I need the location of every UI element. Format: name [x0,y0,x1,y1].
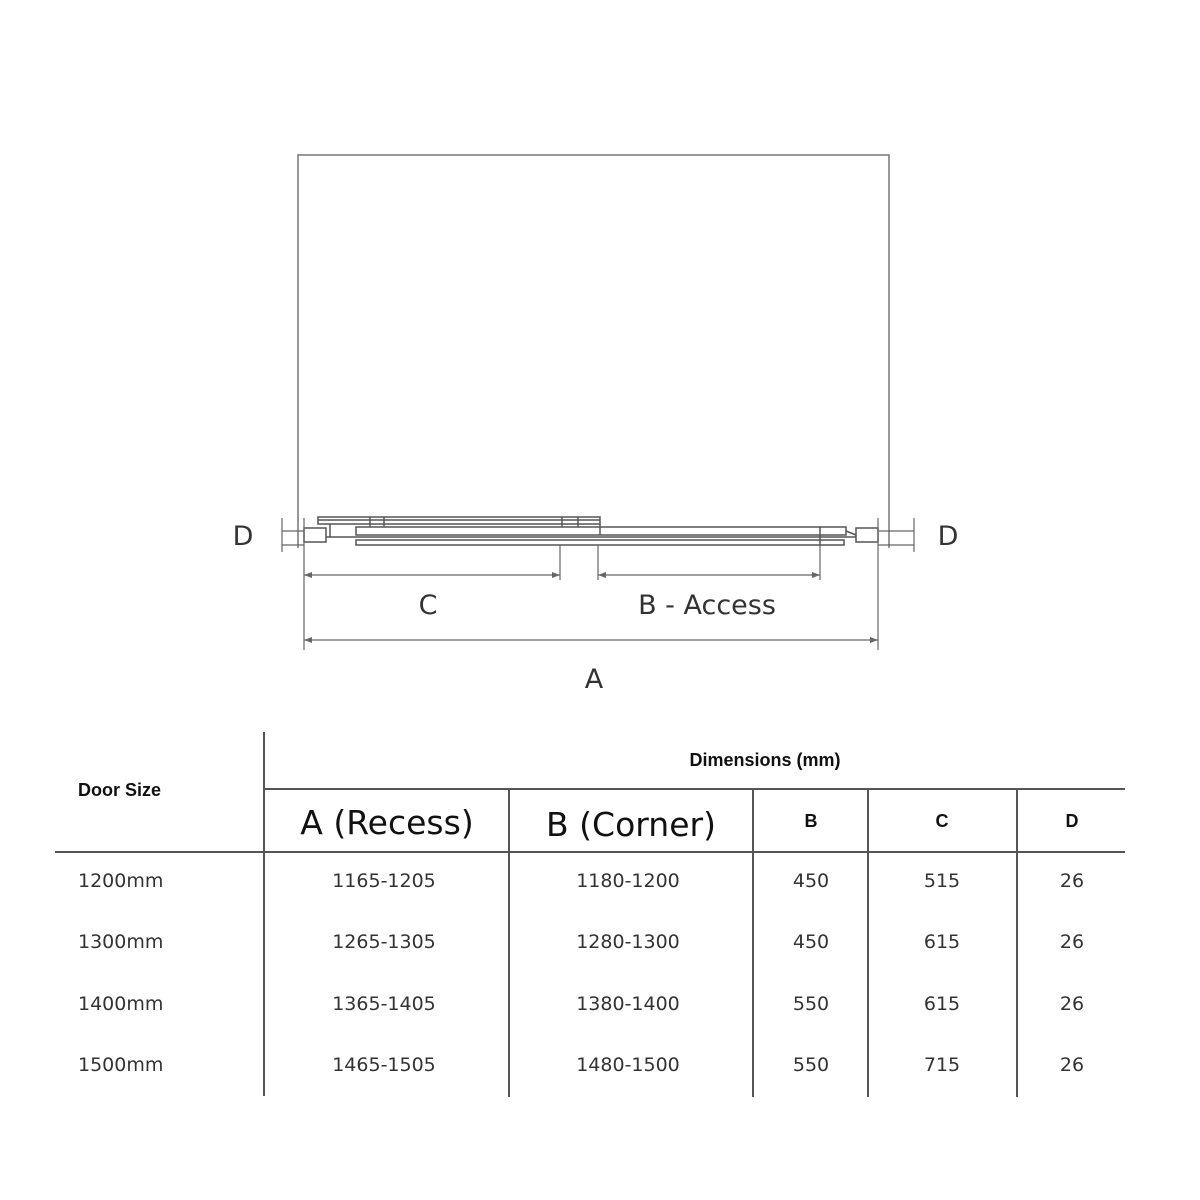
door-assembly [304,517,878,545]
cell-b: 550 [792,993,830,1015]
dimension-label-a: A [584,664,604,695]
cell-d: 26 [1059,1054,1085,1076]
fixed-panel [356,527,846,535]
column-header-d: D [1065,811,1079,831]
dimension-label-d-right: D [937,521,959,552]
table-divider-vertical [1016,789,1018,1097]
cell-d: 26 [1059,870,1085,892]
cell-a-recess: 1465-1505 [332,1054,436,1076]
left-wall-profile [304,528,326,542]
column-header-c: C [935,811,949,831]
cell-c: 715 [923,1054,961,1076]
column-header-b-corner: B (Corner) [546,805,716,844]
dimension-arrowheads [304,572,878,643]
column-header-a-recess: A (Recess) [300,803,474,842]
cell-door-size: 1400mm [78,993,164,1015]
dimension-label-b-access: B - Access [638,590,776,621]
cell-c: 615 [923,993,961,1015]
door-size-header: Door Size [78,780,162,800]
cell-b: 550 [792,1054,830,1076]
table-rule-header-bottom [55,851,1125,853]
column-header-b: B [804,811,818,831]
cell-b: 450 [792,931,830,953]
cell-d: 26 [1059,931,1085,953]
cell-a-recess: 1165-1205 [332,870,436,892]
cell-b-corner: 1180-1200 [576,870,680,892]
inner-rail [356,540,844,545]
table-divider-vertical-main [263,732,265,1096]
cell-door-size: 1500mm [78,1054,164,1076]
cell-b-corner: 1280-1300 [576,931,680,953]
cell-c: 515 [923,870,961,892]
cell-door-size: 1200mm [78,870,164,892]
enclosure-outline [298,155,889,548]
cell-d: 26 [1059,993,1085,1015]
dimension-label-d-left: D [232,521,254,552]
cell-b: 450 [792,870,830,892]
dimension-label-c: C [418,590,438,621]
cell-b-corner: 1380-1400 [576,993,680,1015]
dimension-lines [282,518,914,650]
cell-b-corner: 1480-1500 [576,1054,680,1076]
cell-c: 615 [923,931,961,953]
cell-door-size: 1300mm [78,931,164,953]
dimensions-header: Dimensions (mm) [689,750,841,770]
table-rule-header-top [264,788,1125,790]
right-wall-profile [856,528,878,542]
table-divider-vertical [508,789,510,1097]
cell-a-recess: 1265-1305 [332,931,436,953]
cell-a-recess: 1365-1405 [332,993,436,1015]
table-divider-vertical [867,789,869,1097]
table-divider-vertical [752,789,754,1097]
